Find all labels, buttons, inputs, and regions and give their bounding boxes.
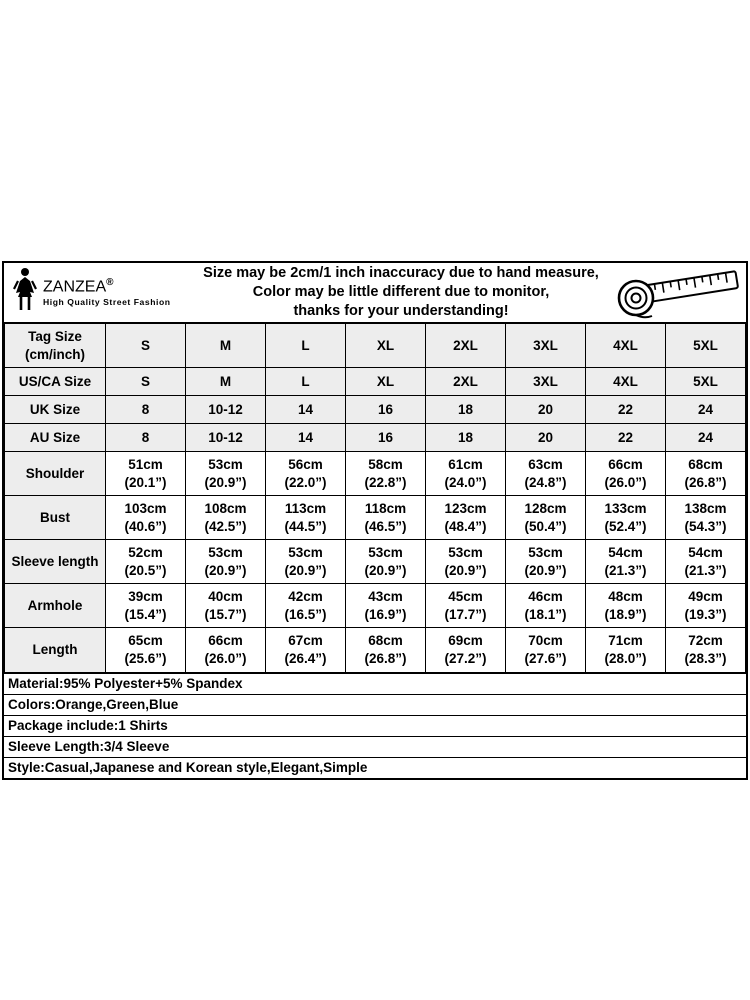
product-details: [4, 673, 746, 778]
size-cell: S: [106, 324, 186, 368]
size-cell: M: [186, 324, 266, 368]
size-cell: 54cm (21.3”): [586, 540, 666, 584]
size-cell: 66cm (26.0”): [586, 452, 666, 496]
row-label: Shoulder: [5, 452, 106, 496]
size-cell: 103cm (40.6”): [106, 496, 186, 540]
size-cell: 53cm (20.9”): [186, 540, 266, 584]
size-cell: 18: [426, 424, 506, 452]
size-cell: 68cm (26.8”): [346, 628, 426, 672]
header: [4, 263, 746, 323]
size-table: [4, 323, 746, 673]
size-cell: 2XL: [426, 324, 506, 368]
row-label: Armhole: [5, 584, 106, 628]
size-cell: 5XL: [666, 324, 746, 368]
table-row: [5, 496, 746, 540]
row-label: Sleeve length: [5, 540, 106, 584]
row-label: Tag Size (cm/inch): [5, 324, 106, 368]
brand-tagline: High Quality Street Fashion: [43, 297, 171, 308]
registered-mark: ®: [106, 277, 114, 289]
size-cell: 70cm (27.6”): [506, 628, 586, 672]
size-cell: 118cm (46.5”): [346, 496, 426, 540]
size-cell: 4XL: [586, 368, 666, 396]
size-cell: 10-12: [186, 424, 266, 452]
measuring-tape-icon: [606, 264, 746, 322]
size-cell: 46cm (18.1”): [506, 584, 586, 628]
size-cell: 108cm (42.5”): [186, 496, 266, 540]
size-cell: 71cm (28.0”): [586, 628, 666, 672]
size-cell: 24: [666, 396, 746, 424]
size-cell: 123cm (48.4”): [426, 496, 506, 540]
table-row: [5, 452, 746, 496]
size-cell: XL: [346, 368, 426, 396]
table-row: [5, 368, 746, 396]
size-chart-content: [2, 261, 748, 780]
size-cell: 61cm (24.0”): [426, 452, 506, 496]
size-cell: 5XL: [666, 368, 746, 396]
size-cell: 53cm (20.9”): [506, 540, 586, 584]
size-cell: 58cm (22.8”): [346, 452, 426, 496]
measure-notice: [196, 264, 606, 321]
size-cell: 8: [106, 396, 186, 424]
brand-text: [43, 278, 171, 307]
brand-name: ZANZEA®: [43, 277, 114, 296]
size-cell: 43cm (16.9”): [346, 584, 426, 628]
brand-logo: [4, 267, 196, 318]
size-cell: 66cm (26.0”): [186, 628, 266, 672]
row-label: Bust: [5, 496, 106, 540]
size-cell: 39cm (15.4”): [106, 584, 186, 628]
notice-line: thanks for your understanding!: [293, 303, 509, 320]
size-cell: 20: [506, 396, 586, 424]
detail-line-colors: Colors:Orange,Green,Blue: [4, 695, 746, 716]
size-cell: 53cm (20.9”): [266, 540, 346, 584]
size-cell: 51cm (20.1”): [106, 452, 186, 496]
size-cell: 8: [106, 424, 186, 452]
size-cell: 69cm (27.2”): [426, 628, 506, 672]
table-row: [5, 584, 746, 628]
detail-line-material: Material:95% Polyester+5% Spandex: [4, 674, 746, 695]
size-table-body: [5, 324, 746, 673]
size-cell: 53cm (20.9”): [346, 540, 426, 584]
size-cell: 22: [586, 396, 666, 424]
size-cell: XL: [346, 324, 426, 368]
size-cell: 138cm (54.3”): [666, 496, 746, 540]
table-row: [5, 628, 746, 672]
detail-line-style: Style:Casual,Japanese and Korean style,Elegant,Simple: [8, 759, 368, 775]
size-cell: 16: [346, 424, 426, 452]
size-cell: 10-12: [186, 396, 266, 424]
size-cell: 42cm (16.5”): [266, 584, 346, 628]
size-cell: 65cm (25.6”): [106, 628, 186, 672]
size-cell: 67cm (26.4”): [266, 628, 346, 672]
row-label: Length: [5, 628, 106, 672]
size-cell: 4XL: [586, 324, 666, 368]
size-cell: 72cm (28.3”): [666, 628, 746, 672]
woman-figure-icon: [12, 267, 38, 318]
table-row: [5, 324, 746, 368]
detail-line-sleeve: Sleeve Length:3/4 Sleeve: [4, 737, 746, 758]
size-cell: 14: [266, 424, 346, 452]
size-cell: 40cm (15.7”): [186, 584, 266, 628]
size-cell: 24: [666, 424, 746, 452]
size-cell: 45cm (17.7”): [426, 584, 506, 628]
size-cell: M: [186, 368, 266, 396]
row-label: AU Size: [5, 424, 106, 452]
notice-line: Color may be little different due to monitor,: [252, 283, 550, 300]
size-cell: 14: [266, 396, 346, 424]
size-cell: 68cm (26.8”): [666, 452, 746, 496]
size-cell: 53cm (20.9”): [426, 540, 506, 584]
size-cell: 3XL: [506, 324, 586, 368]
size-cell: 2XL: [426, 368, 506, 396]
size-cell: 22: [586, 424, 666, 452]
size-cell: 49cm (19.3”): [666, 584, 746, 628]
size-cell: 16: [346, 396, 426, 424]
table-row: [5, 424, 746, 452]
size-cell: 128cm (50.4”): [506, 496, 586, 540]
size-cell: 53cm (20.9”): [186, 452, 266, 496]
table-row: [5, 540, 746, 584]
size-cell: 52cm (20.5”): [106, 540, 186, 584]
size-cell: 54cm (21.3”): [666, 540, 746, 584]
size-cell: 3XL: [506, 368, 586, 396]
size-cell: 20: [506, 424, 586, 452]
table-row: [5, 396, 746, 424]
size-cell: 113cm (44.5”): [266, 496, 346, 540]
size-cell: 63cm (24.8”): [506, 452, 586, 496]
size-cell: 56cm (22.0”): [266, 452, 346, 496]
size-cell: L: [266, 368, 346, 396]
size-cell: L: [266, 324, 346, 368]
size-cell: 133cm (52.4”): [586, 496, 666, 540]
row-label: UK Size: [5, 396, 106, 424]
size-cell: S: [106, 368, 186, 396]
detail-line-package: Package include:1 Shirts: [4, 716, 746, 737]
row-label: US/CA Size: [5, 368, 106, 396]
notice-line: Size may be 2cm/1 inch inaccuracy due to hand measure,: [203, 264, 599, 281]
size-cell: 48cm (18.9”): [586, 584, 666, 628]
size-cell: 18: [426, 396, 506, 424]
